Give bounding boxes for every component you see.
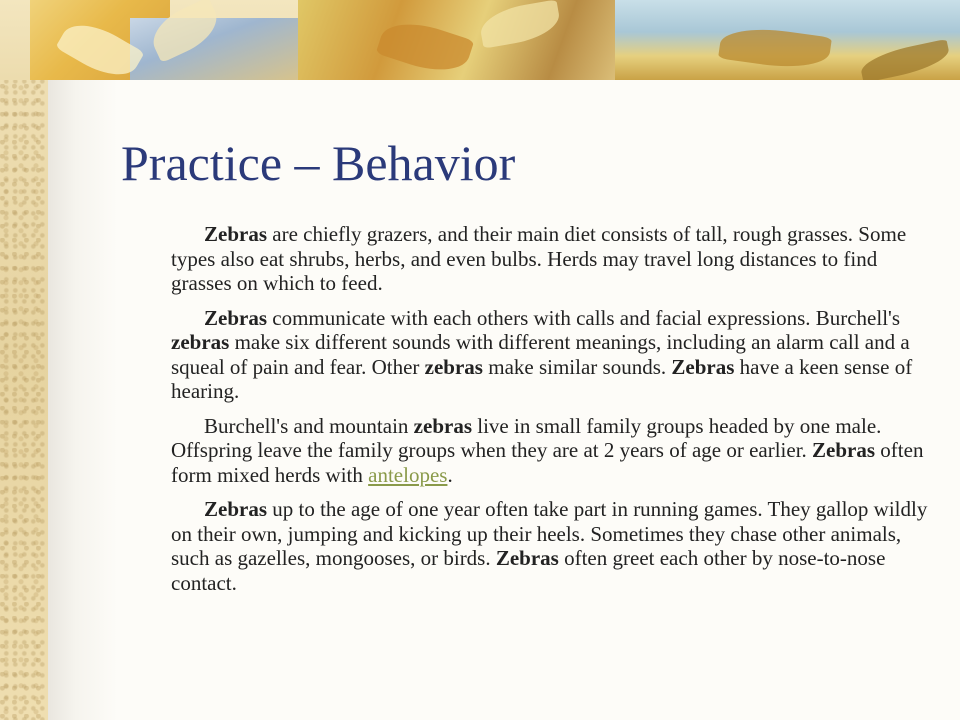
antelopes-link[interactable]: antelopes bbox=[368, 462, 448, 487]
paragraph bbox=[171, 414, 931, 488]
paragraph-text: make six different sounds with different meanings, including an alarm call and a squeal of pain and fear. Other bbox=[171, 330, 910, 379]
keyword-zebras: Zebras bbox=[204, 222, 267, 246]
decorative-banner bbox=[0, 0, 960, 80]
paragraph-text: up to the age of one year often take part in running games. They gallop wildly on their own, jumping and kicking up their heels. Sometimes they chase other animals, such as gazelles, mongooses, or birds. bbox=[171, 497, 928, 570]
keyword-zebras: Zebras bbox=[204, 497, 267, 521]
paragraph bbox=[171, 222, 931, 296]
paragraph-text: communicate with each others with calls and facial expressions. Burchell's bbox=[267, 305, 901, 330]
paragraph-text: often form mixed herds with bbox=[171, 438, 924, 487]
keyword-zebras: Zebras bbox=[671, 354, 735, 379]
paragraph-text: Burchell's and mountain bbox=[204, 413, 414, 438]
keyword-zebras: zebras bbox=[413, 413, 472, 438]
paragraph-text: make similar sounds. bbox=[482, 354, 672, 379]
paragraph bbox=[171, 306, 931, 404]
paragraph-text: are chiefly grazers, and their main diet consists of tall, rough grasses. Some types also eat shrubs, herbs, and even bulbs. Herds may travel long distances to find grasses on which to feed. bbox=[171, 222, 907, 295]
paragraph-text: often greet each other by nose-to-nose contact. bbox=[171, 546, 886, 595]
slide-body bbox=[171, 222, 931, 605]
keyword-zebras: Zebras bbox=[204, 305, 267, 330]
paragraph-text: live in small family groups headed by one male. Offspring leave the family groups when they are at 2 years of age or earlier. bbox=[171, 413, 882, 462]
slide-title: Practice – Behavior bbox=[121, 135, 516, 191]
parchment-side-border bbox=[0, 0, 48, 720]
paragraph-text: have a keen sense of hearing. bbox=[171, 354, 913, 403]
paragraph-text: . bbox=[447, 462, 453, 487]
keyword-zebras: Zebras bbox=[812, 438, 876, 462]
paragraph bbox=[171, 497, 931, 595]
keyword-zebras: zebras bbox=[424, 354, 483, 379]
keyword-zebras: zebras bbox=[171, 330, 230, 354]
keyword-zebras: Zebras bbox=[495, 546, 559, 570]
